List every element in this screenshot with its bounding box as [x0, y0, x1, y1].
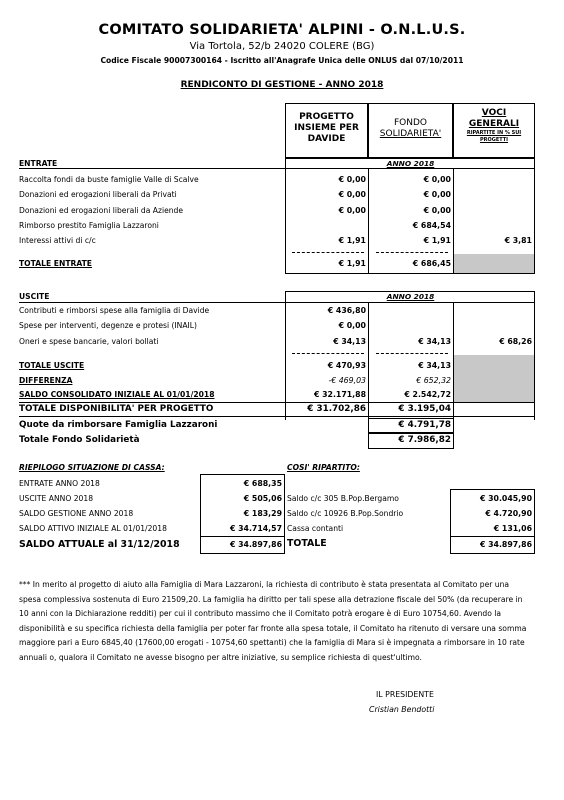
riepilogo-row-value: € 688,35	[243, 479, 282, 488]
uscite-heading: USCITE	[19, 292, 50, 301]
uscite-row-c1: € 0,00	[338, 321, 366, 330]
uscite-dash-1	[292, 353, 364, 354]
entrate-bottom-line	[285, 273, 535, 274]
entrate-total-label: TOTALE ENTRATE	[19, 259, 92, 268]
uscite-total-c1: € 470,93	[327, 361, 366, 370]
report-title: RENDICONTO DI GESTIONE - ANNO 2018	[180, 80, 384, 90]
ripartito-total-value: € 34.897,86	[479, 540, 532, 549]
ripartito-title: COSI' RIPARTITO:	[287, 463, 360, 472]
disponibilita-label: TOTALE DISPONIBILITA' PER PROGETTO	[19, 404, 214, 414]
col2-header: FONDO SOLIDARIETA'	[379, 118, 442, 139]
riepilogo-row-label: USCITE ANNO 2018	[19, 494, 94, 503]
footnote: *** In merito al progetto di aiuto alla Famiglia di Mara Lazzaroni, la richiesta di contributo è stata presentata al Comitato per una spesa complessiva sostenuta di Euro 21509,20. La famiglia ha diritto per tali spese alla detrazione fiscale del 50% (da recuperare in 10 anni con la Dichiarazione redditi) per cui il contributo massimo che il Comitato potrà erogare è di Euro 10754,60. Avendo la disponibilità e su specifica richiesta della famiglia per poter far fronte alla spesa totale, il Comitato ha ritenuto di versare una somma maggiore pari a Euro 6845,40 (17600,00 erogati - 10754,60 spettanti) che la famiglia di Mara si è impegnata a rimborsare in 10 rate annuali o, qualora il Comitato ne avesse bisogno per altre iniziative, su semplice richiesta di quest'ultimo.	[19, 580, 527, 662]
uscite-year: ANNO 2018	[386, 292, 435, 301]
entrate-row-label: Raccolta fondi da buste famiglie Valle di Scalve	[19, 175, 199, 184]
riepilogo-row-label: SALDO ATTIVO INIZIALE AL 01/01/2018	[19, 524, 167, 533]
entrate-total-grey	[454, 254, 534, 273]
differenza-label: DIFFERENZA	[19, 376, 73, 385]
entrate-row-c3: € 3,81	[504, 236, 532, 245]
saldo-iniziale-c1: € 32.171,88	[313, 390, 366, 399]
entrate-row-label: Rimborso prestito Famiglia Lazzaroni	[19, 221, 159, 230]
entrate-dash-1	[292, 252, 364, 253]
entrate-row-c1: € 1,91	[338, 236, 366, 245]
entrate-heading: ENTRATE	[19, 159, 58, 168]
entrate-row-c2: € 0,00	[423, 175, 451, 184]
uscite-row-label: Oneri e spese bancarie, valori bollati	[19, 337, 159, 346]
signature-name: Cristian Bendotti	[369, 705, 435, 714]
entrate-vline-4	[534, 169, 535, 274]
entrate-row-c2: € 0,00	[423, 190, 451, 199]
saldo-iniziale-c2: € 2.542,72	[404, 390, 451, 399]
riepilogo-title: RIEPILOGO SITUAZIONE DI CASSA:	[19, 463, 165, 472]
entrate-total-c1: € 1,91	[338, 259, 366, 268]
differenza-c2: € 652,32	[416, 376, 451, 385]
saldo-attuale-value: € 34.897,86	[229, 540, 282, 549]
entrate-row-c1: € 0,00	[338, 190, 366, 199]
col1-header: PROGETTO INSIEME PER DAVIDE	[294, 112, 359, 144]
uscite-row-c3: € 68,26	[499, 337, 532, 346]
entrate-year: ANNO 2018	[386, 159, 435, 168]
uscite-total-label: TOTALE USCITE	[19, 361, 85, 370]
org-name: COMITATO SOLIDARIETA' ALPINI - O.N.L.U.S.	[98, 22, 466, 38]
riepilogo-row-value: € 34.714,57	[229, 524, 282, 533]
uscite-dash-2	[376, 353, 448, 354]
disponibilita-top-line	[19, 402, 535, 403]
quote-c2: € 4.791,78	[398, 420, 451, 430]
uscite-row-label: Spese per interventi, degenze e protesi (INAIL)	[19, 321, 197, 330]
riepilogo-row-value: € 183,29	[243, 509, 282, 518]
uscite-row-c2: € 34,13	[418, 337, 451, 346]
disponibilita-c1: € 31.702,86	[307, 404, 366, 414]
entrate-row-label: Interessi attivi di c/c	[19, 236, 96, 245]
saldo-iniziale-label: SALDO CONSOLIDATO INIZIALE AL 01/01/2018	[19, 390, 215, 399]
uscite-total-c2: € 34,13	[418, 361, 451, 370]
ripartito-sep	[450, 536, 535, 537]
entrate-row-c2: € 684,54	[412, 221, 451, 230]
ripartito-row-label: Cassa contanti	[287, 524, 344, 533]
uscite-total-grey	[454, 355, 534, 402]
ripartito-row-value: € 4.720,90	[485, 509, 532, 518]
ripartito-row-value: € 131,06	[493, 524, 532, 533]
uscite-row-label: Contributi e rimborsi spese alla famiglia di Davide	[19, 306, 210, 315]
ripartito-total-label: TOTALE	[287, 538, 327, 549]
quote-label: Quote da rimborsare Famiglia Lazzaroni	[19, 420, 218, 430]
entrate-row-c1: € 0,00	[338, 206, 366, 215]
entrate-dash-2	[376, 252, 448, 253]
org-fiscal: Codice Fiscale 90007300164 - Iscritto all'Anagrafe Unica delle ONLUS dal 07/10/2011	[100, 56, 464, 65]
fondo-c2: € 7.986,82	[398, 435, 451, 445]
ripartito-row-label: Saldo c/c 10926 B.Pop.Sondrio	[287, 509, 404, 518]
entrate-row-label: Donazioni ed erogazioni liberali da Aziende	[19, 206, 184, 215]
signature-role: IL PRESIDENTE	[376, 690, 434, 699]
col3-header: VOCI GENERALI RIPARTITE IN % SUI PROGETTI	[466, 108, 522, 143]
org-address: Via Tortola, 52/b 24020 COLERE (BG)	[189, 41, 375, 52]
riepilogo-row-label: SALDO GESTIONE ANNO 2018	[19, 509, 134, 518]
differenza-c1: -€ 469,03	[328, 376, 366, 385]
entrate-row-c2: € 1,91	[423, 236, 451, 245]
uscite-row-c1: € 436,80	[327, 306, 366, 315]
riepilogo-row-label: ENTRATE ANNO 2018	[19, 479, 100, 488]
saldo-attuale-label: SALDO ATTUALE al 31/12/2018	[19, 539, 180, 550]
riepilogo-row-value: € 505,06	[243, 494, 282, 503]
disponibilita-bottom-line	[19, 416, 535, 417]
fondo-label: Totale Fondo Solidarietà	[19, 435, 140, 445]
uscite-row-c1: € 34,13	[333, 337, 366, 346]
entrate-row-c2: € 0,00	[423, 206, 451, 215]
entrate-row-label: Donazioni ed erogazioni liberali da Privati	[19, 190, 177, 199]
disponibilita-c2: € 3.195,04	[398, 404, 451, 414]
entrate-total-c2: € 686,45	[412, 259, 451, 268]
riepilogo-sep	[200, 536, 285, 537]
ripartito-row-value: € 30.045,90	[479, 494, 532, 503]
entrate-row-c1: € 0,00	[338, 175, 366, 184]
ripartito-row-label: Saldo c/c 305 B.Pop.Bergamo	[287, 494, 399, 503]
